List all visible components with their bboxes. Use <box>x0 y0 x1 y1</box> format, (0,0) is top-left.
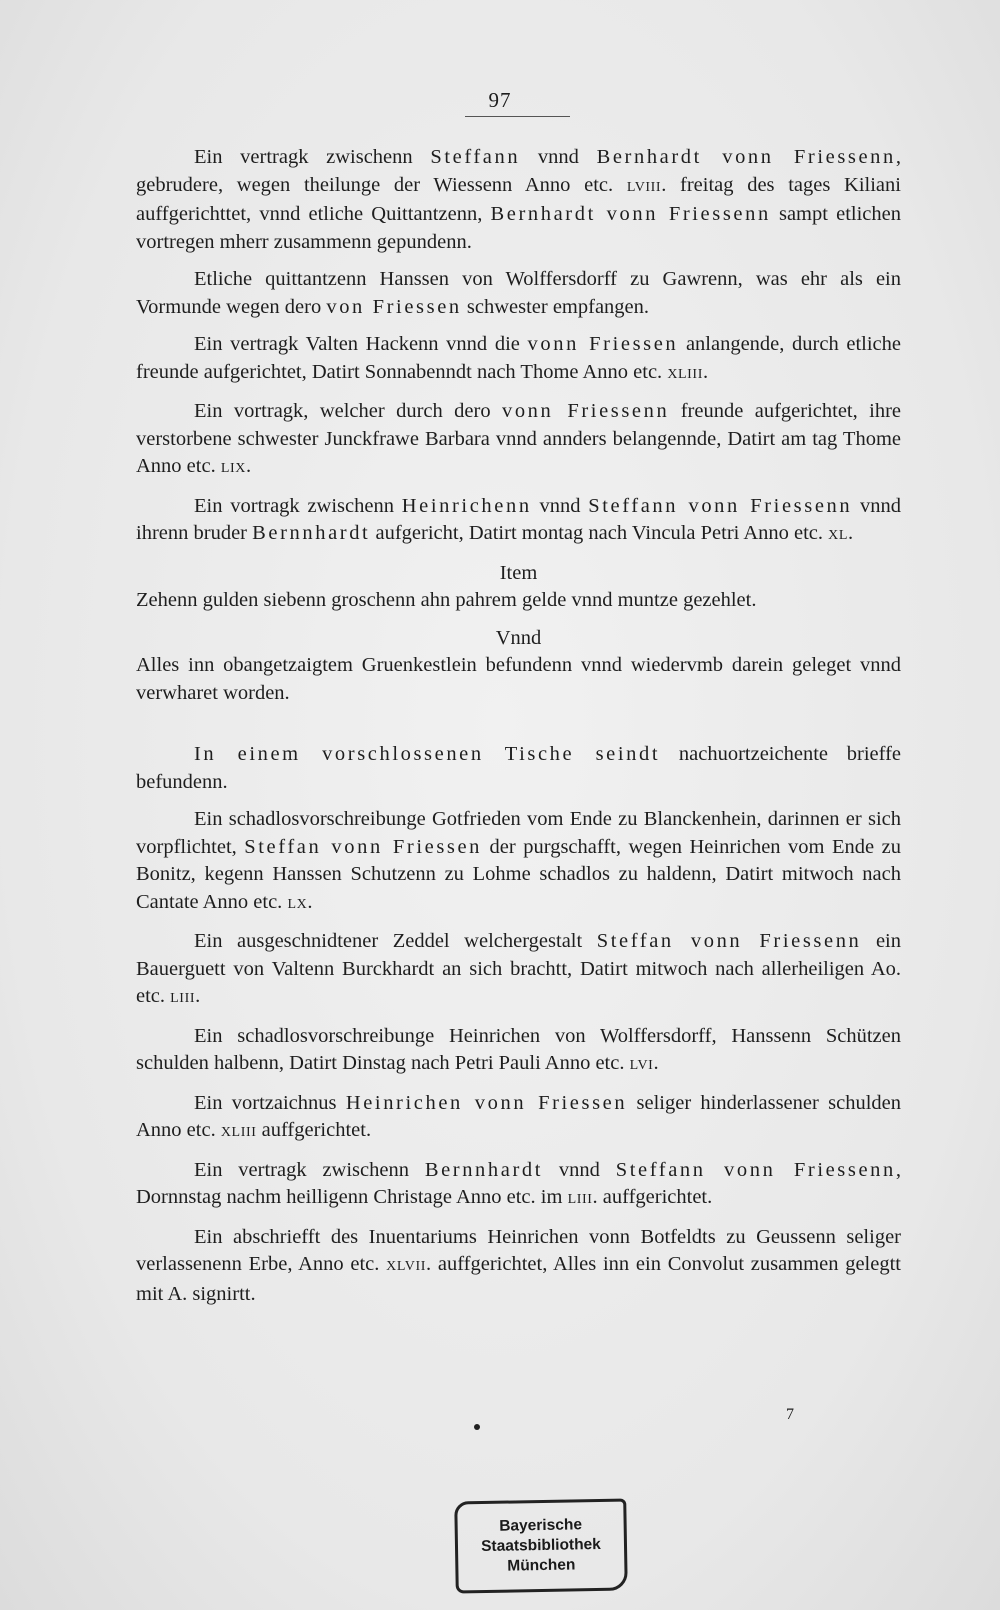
text-segment: . auffgerichtet. <box>592 1186 713 1208</box>
roman-numeral: LIII <box>170 991 196 1006</box>
entry-paragraph <box>136 1157 901 1214</box>
text-segment: . <box>702 360 709 383</box>
entry-paragraph <box>136 493 901 550</box>
vnnd-text: Alles inn obangetzaigtem Gruenkestlein befundenn vnnd wiedervmb darein geleget vnnd verwharet worden. <box>136 654 901 704</box>
entry-paragraph <box>136 1090 901 1147</box>
entry-paragraph <box>136 1023 901 1080</box>
roman-numeral: XLIII <box>220 1125 257 1140</box>
signature-mark: 7 <box>786 1406 794 1423</box>
section-gap <box>136 717 901 741</box>
text-segment: nachuortzeichente brieffe befundenn. <box>136 743 901 793</box>
roman-numeral: XL <box>828 528 849 543</box>
text-segment: sampt etlichen vortregen mherr zusammenn gepundenn. <box>136 203 901 253</box>
spaced-name: Steffann vonn Friessenn <box>615 1158 896 1181</box>
text-segment: , gebrudere, wegen theilunge der Wiessenn Anno etc. <box>136 146 902 196</box>
text-segment: . auffgerichtet, Alles inn ein Convolut zusammen gelegtt mit A. signirtt. <box>136 1253 901 1305</box>
stamp-line-2: Staatsbibliothek <box>480 1535 601 1556</box>
spaced-name: Bernhardt vonn Friessenn <box>596 146 896 168</box>
ink-dot <box>474 1424 480 1430</box>
text-segment: , Dornnstag nachm heilligenn Christage Anno etc. im <box>136 1158 901 1208</box>
text-segment: vnnd <box>531 494 589 517</box>
spaced-name: Bernhardt vonn Friessenn <box>490 203 771 225</box>
text-segment: ein Bauerguett von Valtenn Burckhardt an sich brachtt, Datirt mitwoch nach allerheiligen Ao. etc. <box>136 930 901 1007</box>
text-segment: schwester empfangen. <box>461 295 650 318</box>
text-segment: aufgericht, Datirt montag nach Vincula Petri Anno etc. <box>370 522 829 544</box>
entry-paragraph <box>136 266 901 321</box>
document-body <box>136 144 901 1318</box>
text-segment: Ein vortragk, welcher durch dero <box>194 400 502 422</box>
text-segment: . <box>245 455 252 477</box>
entry-paragraph <box>136 398 901 483</box>
spaced-name: In einem vorschlossenen Tische seindt <box>194 743 661 765</box>
roman-numeral: LIII <box>567 1192 593 1207</box>
text-segment: Ein vertragk zwischenn <box>194 146 431 168</box>
roman-numeral: LIX <box>220 461 246 476</box>
entry-paragraph <box>136 928 901 1013</box>
text-segment: vnnd <box>520 146 597 168</box>
spaced-name: Steffann vonn Friessenn <box>588 494 853 517</box>
text-segment: Ein vortragk zwischenn <box>194 494 402 517</box>
text-segment: Ein vertragk Valten Hackenn vnnd die <box>194 333 528 355</box>
spaced-name: von Friessen <box>326 295 462 318</box>
page-number-rule <box>465 116 570 117</box>
text-segment: . freitag des tages Kiliani auffgerichttet, vnnd etliche Quittantzenn, <box>136 173 901 225</box>
entry-paragraph <box>136 1224 901 1309</box>
text-segment: freunde aufgerichtet, ihre verstorbene schwester Junckfrawe Barbara vnnd annders belangennde, Datirt am tag Thome Anno etc. <box>136 400 901 477</box>
text-segment: Ein vertragk zwischenn <box>194 1158 425 1181</box>
spaced-name: Steffann <box>430 146 521 168</box>
text-segment: Ein schadlosvorschreibunge Gotfrieden vom Ende zu Blanckenhein, darinnen er sich vorpflichtet, <box>136 808 901 858</box>
spaced-name: vonn Friessen <box>527 333 679 355</box>
entry-paragraph <box>136 144 901 256</box>
roman-numeral: XLIII <box>667 366 703 382</box>
text-segment: seliger hinderlassener schulden Anno etc. <box>136 1091 901 1141</box>
text-segment: . <box>307 890 313 913</box>
entry-paragraph <box>136 331 901 388</box>
text-segment: . <box>195 985 201 1007</box>
spaced-name: Heinrichen vonn Friessen <box>345 1091 628 1114</box>
section-table-drawer <box>136 741 901 1308</box>
text-segment: anlangende, durch etliche freunde aufgerichtet, Datirt Sonnabenndt nach Thome Anno etc. <box>136 333 901 383</box>
text-segment: Ein schadlosvorschreibunge Heinrichen von Wolffersdorff, Hanssenn Schützen schulden halbenn, Datirt Dinstag nach Petri Pauli Anno etc. <box>136 1024 901 1074</box>
text-segment: vnnd ihrenn bruder <box>136 494 901 544</box>
text-segment: . <box>848 522 854 544</box>
item-heading: Item <box>499 561 538 584</box>
text-segment: Ein vortzaichnus <box>194 1091 346 1114</box>
text-segment: vnnd <box>543 1158 616 1181</box>
text-segment: der purgschafft, wegen Heinrichen vom Ende zu Bonitz, kegenn Hanssen Schutzenn zu Lohme schadlos zu haldenn, Datirt mitwoch nach Cantate Anno etc. <box>136 835 901 913</box>
text-segment: Ein abschriefft des Inuentariums Heinrichen vonn Botfeldts zu Geussenn seliger verlassenenn Erbe, Anno etc. <box>136 1225 901 1275</box>
spaced-name: Bernnhardt <box>424 1158 544 1181</box>
section-contracts <box>136 144 901 550</box>
entry-paragraph <box>136 741 901 796</box>
spaced-name: Heinrichenn <box>401 494 532 517</box>
text-segment: Ein ausgeschnidtener Zeddel welchergestalt <box>194 930 597 952</box>
text-segment: Etliche quittantzenn Hanssen von Wolffersdorff zu Gawrenn, was ehr als ein Vormunde wegen dero <box>136 268 901 318</box>
roman-numeral: LVIII <box>626 179 662 195</box>
entry-paragraph <box>136 806 901 918</box>
roman-numeral: XLVII <box>386 1259 426 1274</box>
item-text: Zehenn gulden siebenn groschenn ahn pahrem gelde vnnd muntze gezehlet. <box>136 589 757 611</box>
stamp-line-3: München <box>507 1556 576 1575</box>
roman-numeral: LVI <box>629 1058 654 1073</box>
text-segment: . <box>653 1052 659 1074</box>
text-segment: auffgerichtet. <box>256 1119 372 1141</box>
spaced-name: Bernnhardt <box>252 522 371 544</box>
spaced-name: Steffan vonn Friessenn <box>596 930 862 952</box>
page-number: 97 <box>488 88 512 112</box>
spaced-name: vonn Friessenn <box>501 400 670 422</box>
vnnd-heading: Vnnd <box>495 626 542 649</box>
library-stamp <box>454 1499 628 1594</box>
stamp-line-1: Bayerische <box>499 1516 583 1535</box>
spaced-name: Steffan vonn Friessen <box>244 835 483 858</box>
roman-numeral: LX <box>287 896 308 912</box>
